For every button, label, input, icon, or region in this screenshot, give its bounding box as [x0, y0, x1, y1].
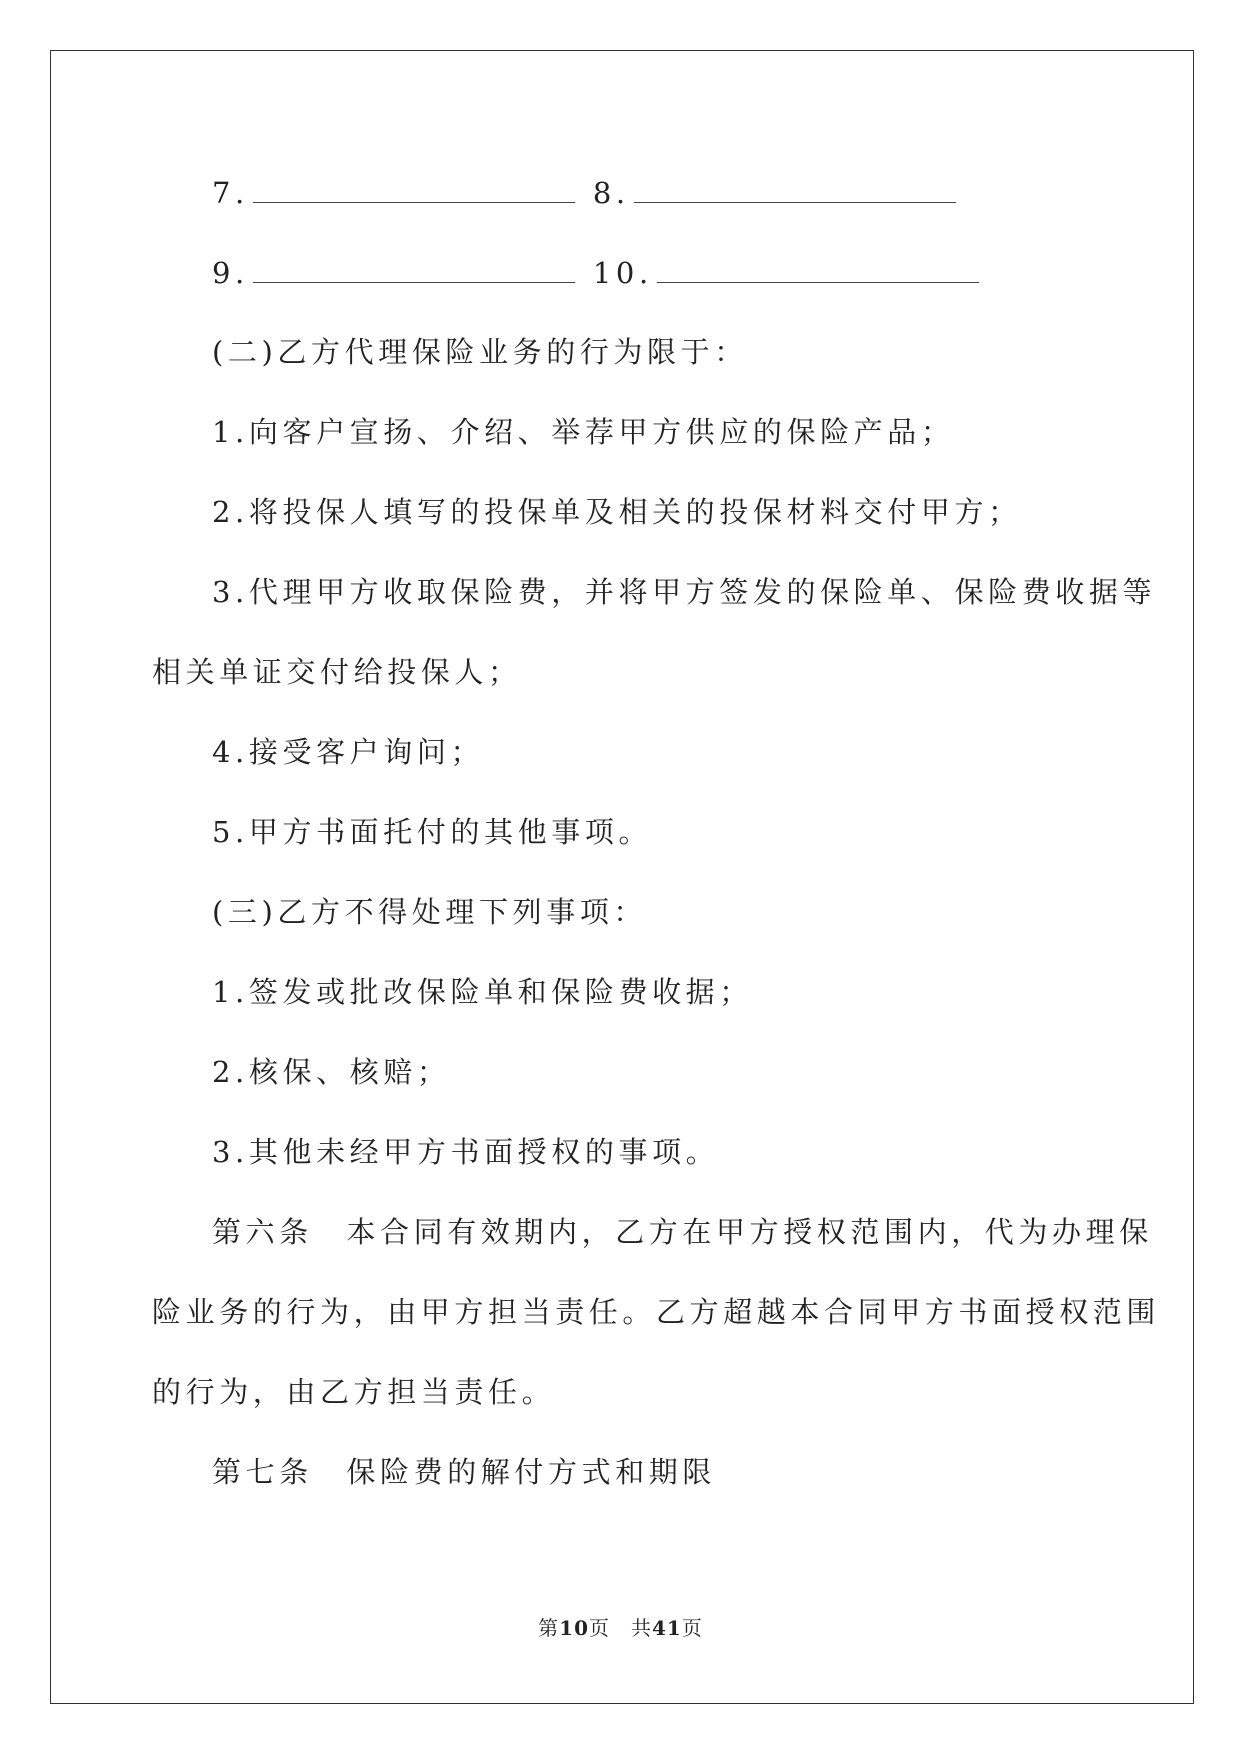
paragraph-line: 4.接受客户询问；: [212, 735, 485, 769]
paragraph-line: 3.其他未经甲方书面授权的事项。: [212, 1135, 720, 1169]
article-6-line: 险业务的行为，由甲方担当责任。乙方超越本合同甲方书面授权范围: [152, 1295, 1161, 1329]
blank-field-10[interactable]: [657, 252, 979, 283]
blank-field-8[interactable]: [634, 172, 956, 203]
current-page-number: 10: [559, 1616, 589, 1640]
footer-suffix: 页: [681, 1616, 703, 1640]
paragraph-line: 2.核保、核赔；: [212, 1055, 451, 1089]
blank-row-9-10: [212, 252, 1241, 293]
item-8-label: 8.: [592, 176, 630, 210]
item-10-label: 10.: [592, 256, 653, 290]
blank-field-9[interactable]: [253, 252, 575, 283]
article-6-line: 第六条 本合同有效期内，乙方在甲方授权范围内，代为办理保: [212, 1215, 1153, 1249]
item-7-label: 7.: [212, 176, 249, 210]
section-3-heading: (三)乙方不得处理下列事项：: [212, 895, 648, 929]
paragraph-line: 2.将投保人填写的投保单及相关的投保材料交付甲方；: [212, 495, 1022, 529]
item-9-label: 9.: [212, 256, 249, 290]
footer-mid: 页 共: [589, 1616, 652, 1640]
paragraph-line: 相关单证交付给投保人；: [152, 655, 522, 689]
page-footer: [0, 1612, 1241, 1641]
section-2-heading: (二)乙方代理保险业务的行为限于：: [212, 335, 748, 369]
total-page-number: 41: [652, 1616, 682, 1640]
blank-field-7[interactable]: [253, 172, 575, 203]
blank-row-7-8: [212, 172, 1241, 213]
article-7-heading: 第七条 保险费的解付方式和期限: [212, 1455, 717, 1489]
paragraph-line: 1.向客户宣扬、介绍、举荐甲方供应的保险产品；: [212, 415, 955, 449]
paragraph-line: 1.签发或批改保险单和保险费收据；: [212, 975, 753, 1009]
paragraph-line: 3.代理甲方收取保险费，并将甲方签发的保险单、保险费收据等: [212, 575, 1157, 609]
article-6-line: 的行为，由乙方担当责任。: [152, 1375, 556, 1409]
footer-prefix: 第: [538, 1616, 560, 1640]
paragraph-line: 5.甲方书面托付的其他事项。: [212, 815, 653, 849]
